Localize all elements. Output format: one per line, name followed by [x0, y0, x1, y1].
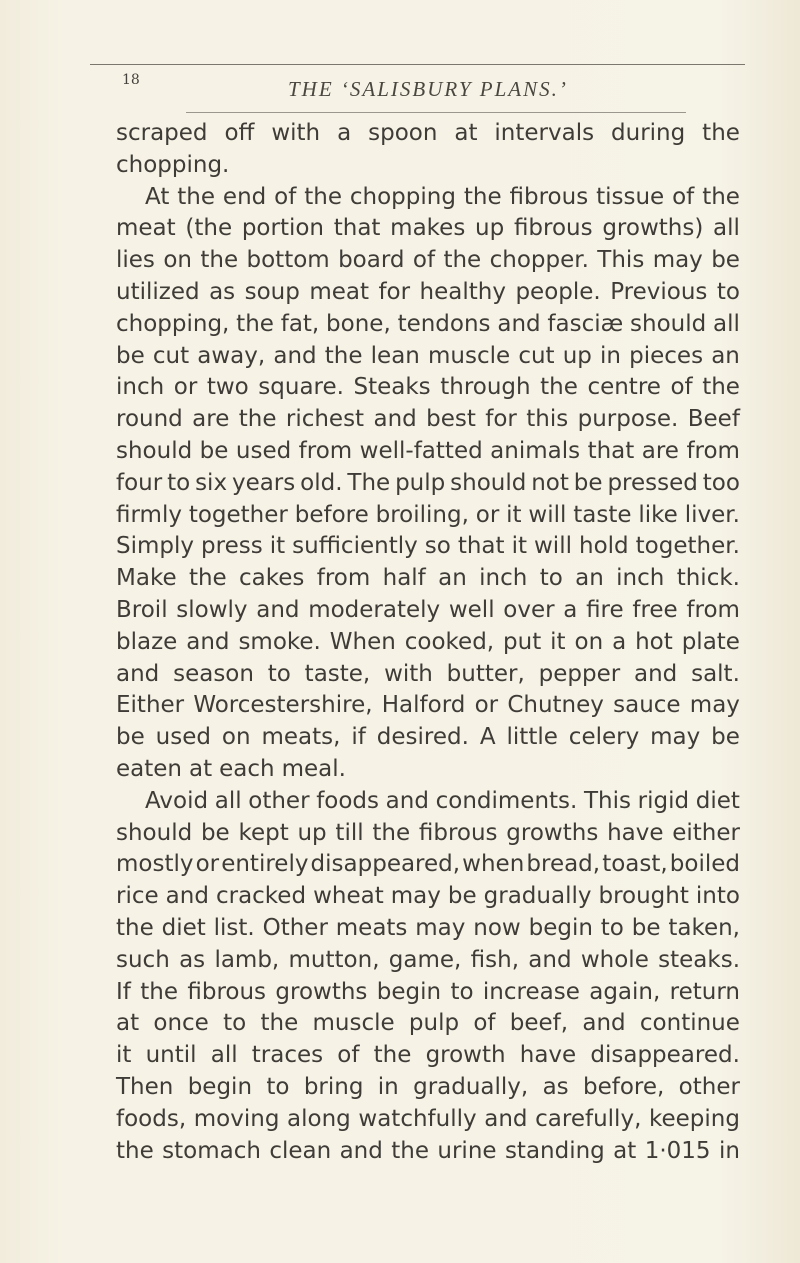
text-line: firmly together before broiling, or it will taste like liver.	[116, 501, 740, 528]
text-line: blaze and smoke. When cooked, put it on a hot plate	[116, 628, 740, 655]
text-line: it until all traces of the growth have disappeared.	[116, 1042, 740, 1069]
text-line: lies on the bottom board of the chopper. This may be	[116, 247, 740, 274]
text-line: eaten at each meal.	[116, 755, 346, 782]
text-line: mostly or entirely disappeared, when bread, toast, boiled	[116, 851, 740, 878]
text-line: rice and cracked wheat may be gradually brought into	[116, 883, 740, 910]
header-rule-top	[90, 64, 745, 65]
text-line: such as lamb, mutton, game, fish, and whole steaks.	[116, 946, 740, 973]
text-line: four to six years old. The pulp should not be pressed too	[116, 469, 740, 496]
running-head: THE ‘SALISBURY PLANS.’	[288, 77, 568, 101]
text-line: Then begin to bring in gradually, as before, other	[116, 1073, 740, 1100]
text-line: Avoid all other foods and condiments. This rigid diet	[145, 787, 740, 814]
text-line: At the end of the chopping the fibrous tissue of the	[145, 183, 740, 210]
text-line: Either Worcestershire, Halford or Chutney sauce may	[116, 692, 740, 719]
text-line: Broil slowly and moderately well over a fire free from	[116, 596, 740, 623]
body-text	[116, 118, 740, 1167]
text-line: inch or two square. Steaks through the centre of the	[116, 374, 740, 401]
text-line: scraped off with a spoon at intervals during the	[116, 120, 740, 146]
text-line: Make the cakes from half an inch to an inch thick.	[116, 565, 740, 592]
text-line: the diet list. Other meats may now begin to be taken,	[116, 914, 740, 941]
text-line: be cut away, and the lean muscle cut up in pieces an	[116, 342, 740, 369]
text-line: the stomach clean and the urine standing at 1·015 in	[116, 1137, 740, 1164]
text-line: chopping.	[116, 151, 230, 178]
text-line: should be used from well-fatted animals that are from	[116, 437, 740, 464]
header-rule-bottom	[186, 112, 686, 113]
text-line: round are the richest and best for this purpose. Beef	[116, 406, 740, 433]
text-line: should be kept up till the fibrous growths have either	[116, 819, 740, 846]
text-line: at once to the muscle pulp of beef, and continue	[116, 1010, 740, 1037]
text-line: Simply press it sufficiently so that it will hold together.	[116, 533, 740, 560]
page-number: 18	[122, 72, 140, 88]
text-line: be used on meats, if desired. A little celery may be	[116, 724, 740, 751]
text-line: chopping, the fat, bone, tendons and fasciæ should all	[116, 310, 740, 337]
text-line: foods, moving along watchfully and carefully, keeping	[116, 1105, 740, 1132]
text-line: meat (the portion that makes up fibrous growths) all	[116, 215, 740, 242]
text-line: utilized as soup meat for healthy people. Previous to	[116, 278, 740, 305]
text-line: and season to taste, with butter, pepper and salt.	[116, 660, 740, 687]
text-line: If the fibrous growths begin to increase again, return	[116, 978, 740, 1005]
